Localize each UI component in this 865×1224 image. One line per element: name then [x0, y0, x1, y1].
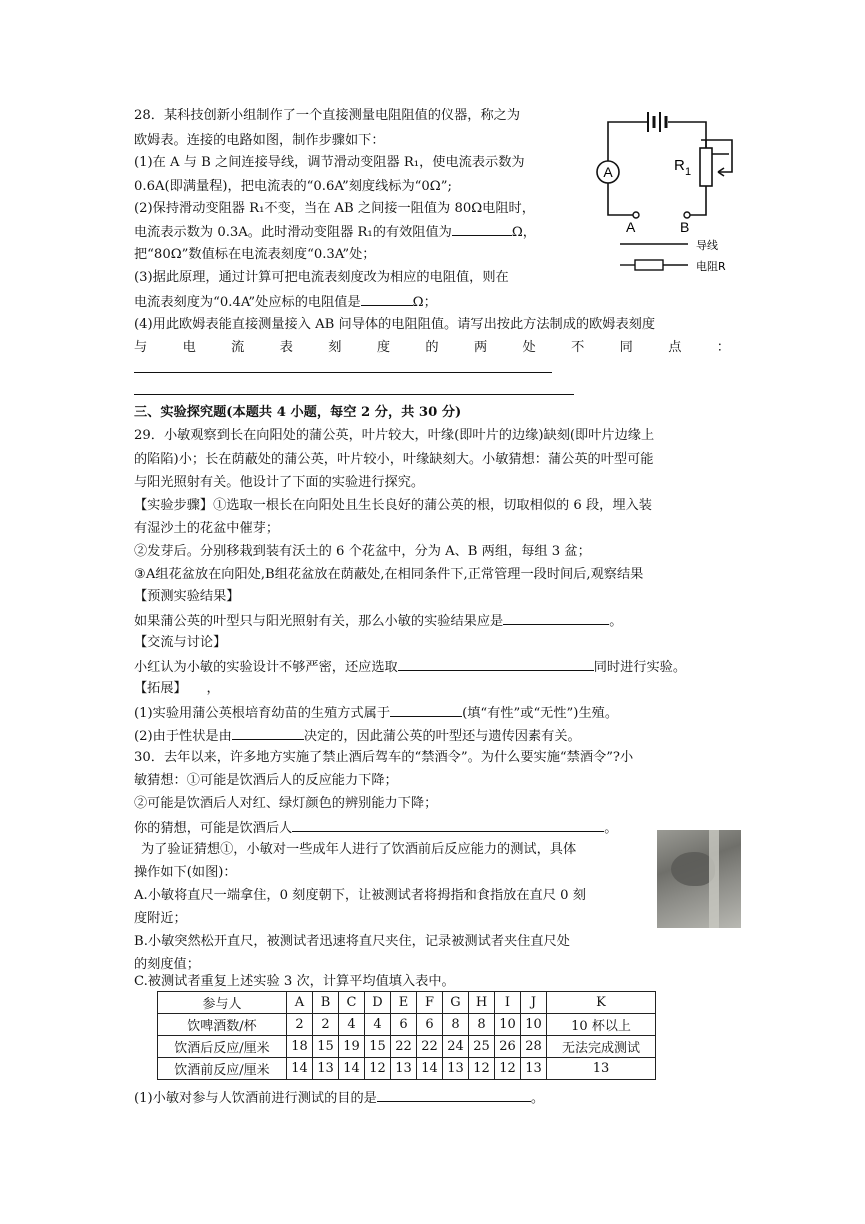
q28-line-10: (4)用此欧姆表能直接测量接入 AB 问导体的电阻阻值。请写出按此方法制成的欧姆表刻度 [134, 317, 656, 332]
q29-line-7: ③A组花盆放在向阳处,B组花盆放在荫蔽处,在相同条件下,正常管理一段时间后,观察结果 [134, 567, 644, 582]
table-cell: 18 [287, 1036, 313, 1058]
table-cell: 12 [365, 1058, 391, 1080]
table-cell: 饮酒后反应/厘米 [158, 1036, 287, 1058]
table-cell: 24 [443, 1036, 469, 1058]
table-cell: 6 [417, 1014, 443, 1036]
ruler-shape [709, 830, 719, 928]
table-row [158, 1036, 656, 1058]
q28-line-1: 28．某科技创新小组制作了一个直接测量电阻阻值的仪器，称之为 [134, 108, 521, 123]
table-cell: E [391, 992, 417, 1014]
q28-line-7: 把“80Ω”数值标在电流表刻度“0.3A”处； [134, 247, 376, 262]
rheostat-subscript: 1 [685, 166, 692, 178]
q30-line-4-text: 你的猜想，可能是饮酒后人 [134, 821, 293, 836]
q30-line-4-end: 。 [604, 821, 618, 836]
answer-blank[interactable] [390, 702, 462, 717]
table-cell: A [287, 992, 313, 1014]
table-cell: J [521, 992, 547, 1014]
table-row [158, 992, 656, 1014]
q28-char: 刻 [328, 340, 342, 355]
q28-char: 与 [134, 340, 148, 355]
circuit-wire [668, 122, 729, 154]
q29-line-13-text: (1)实验用蒲公英根培育幼苗的生殖方式属于 [134, 706, 391, 721]
q29-line-13 [134, 702, 618, 723]
ammeter-label: A [603, 164, 613, 180]
q28-line-6 [134, 221, 536, 242]
q28-line-2: 欧姆表。连接的电路如图，制作步骤如下： [134, 133, 385, 148]
table-cell: 参与人 [158, 992, 287, 1014]
q28-char: 不 [571, 340, 585, 355]
terminal-a-icon [633, 212, 639, 218]
table-cell: 10 [495, 1014, 521, 1036]
q30-subquestion-1-end: 。 [530, 1091, 545, 1106]
circuit-wire [690, 186, 706, 215]
section-heading: 三、实验探究题(本题共 4 小题，每空 2 分，共 30 分) [134, 405, 462, 420]
q29-line-9-end: 。 [609, 614, 623, 629]
q29-line-14-end: 决定的，因此蒲公英的叶型还与遗传因素有关。 [303, 729, 581, 744]
q28-char: 表 [279, 340, 293, 355]
q29-line-14-text: (2)由于性状是由 [134, 729, 232, 744]
table-cell: 10 [521, 1014, 547, 1036]
q29-subheading-predict: 【预测实验结果】 [134, 589, 240, 604]
answer-blank[interactable] [398, 656, 594, 671]
table-cell: 12 [469, 1058, 495, 1080]
q29-line-3: 与阳光照射有关。他设计了下面的实验进行探究。 [134, 475, 425, 490]
table-cell: 饮啤酒数/杯 [158, 1014, 287, 1036]
table-cell: 13 [391, 1058, 417, 1080]
table-cell: K [547, 992, 656, 1014]
table-cell: 6 [391, 1014, 417, 1036]
q28-line-4: 0.6A(即满量程)，把电流表的“0.6A”刻度线标为“0Ω”; [134, 179, 452, 194]
terminal-a-label: A [626, 219, 636, 235]
table-row [158, 1014, 656, 1036]
table-cell: 15 [365, 1036, 391, 1058]
q29-line-4: 【实验步骤】①选取一根长在向阳处且生长良好的蒲公英的根，切取相似的 6 段，埋入装 [134, 498, 652, 513]
table-cell: 2 [287, 1014, 313, 1036]
rheostat-label: R [674, 157, 685, 174]
q29-line-11 [134, 656, 686, 677]
ruler-test-photo [657, 830, 741, 928]
table-cell: 28 [521, 1036, 547, 1058]
circuit-wire [608, 122, 648, 164]
q29-line-1: 29．小敏观察到长在向阳处的蒲公英，叶片较大，叶缘(即叶片的边缘)缺刻(即叶片边缘上 [134, 428, 655, 443]
table-cell: 无法完成测试 [547, 1036, 656, 1058]
q30-line-6: 操作如下(如图)： [134, 865, 237, 880]
table-cell: 13 [547, 1058, 656, 1080]
table-cell: F [417, 992, 443, 1014]
q29-line-13-end: (填“有性”或“无性”)生殖。 [462, 706, 619, 721]
table-cell: B [313, 992, 339, 1014]
q28-line-3: (1)在 A 与 B 之间连接导线，调节滑动变阻器 R₁，使电流表示数为 [134, 155, 525, 170]
q30-line-9: B.小敏突然松开直尺，被测试者迅速将直尺夹住，记录被测试者夹住直尺处 [134, 934, 570, 949]
q29-line-11-end: 同时进行实验。 [593, 660, 687, 675]
legend-resistor-icon [635, 260, 663, 270]
q28-line-9 [134, 291, 437, 312]
answer-line-1[interactable] [134, 372, 552, 373]
table-cell: 22 [391, 1036, 417, 1058]
circuit-diagram [588, 104, 768, 284]
table-cell: G [443, 992, 469, 1014]
table-cell: 13 [443, 1058, 469, 1080]
q28-char: 同 [619, 340, 633, 355]
q28-char: 度 [376, 340, 390, 355]
q29-subheading-extend: 【拓展】 ， [134, 681, 220, 696]
table-cell: C [339, 992, 365, 1014]
q29-line-9 [134, 610, 622, 631]
table-cell: 14 [417, 1058, 443, 1080]
q29-line-6: ②发芽后。分别移栽到装有沃土的 6 个花盆中，分为 A、B 两组，每组 3 盆； [134, 544, 591, 559]
terminal-b-icon [684, 212, 690, 218]
rheostat-icon [700, 148, 712, 186]
q28-line-9-unit: Ω； [412, 295, 437, 310]
table-cell: 4 [365, 1014, 391, 1036]
legend-wire-label: 导线 [696, 239, 718, 252]
table-row [158, 1058, 656, 1080]
answer-blank[interactable] [292, 817, 604, 832]
q30-subquestion-1 [134, 1087, 544, 1108]
answer-blank[interactable] [377, 1087, 531, 1102]
q30-line-1: 30．去年以来，许多地方实施了禁止酒后驾车的“禁酒令”。为什么要实施“禁酒令”?小 [134, 750, 634, 765]
table-cell: 26 [495, 1036, 521, 1058]
q30-line-11: C.被测试者重复上述实验 3 次，计算平均值填入表中。 [134, 974, 455, 989]
q30-line-5: 为了验证猜想①，小敏对一些成年人进行了饮酒前后反应能力的测试，具体 [141, 842, 577, 857]
q28-line-6-text: 电流表示数为 0.3A。此时滑动变阻器 R₁的有效阻值为 [134, 225, 452, 240]
answer-blank[interactable] [503, 610, 609, 625]
q28-char: 处 [522, 340, 536, 355]
q30-line-8: 度附近； [134, 911, 187, 926]
q29-line-5: 有湿沙土的花盆中催芽； [134, 521, 280, 536]
table-cell: 14 [339, 1058, 365, 1080]
battery-icon [648, 112, 666, 132]
q29-line-14 [134, 725, 581, 746]
q29-subheading-discuss: 【交流与讨论】 [134, 635, 227, 650]
answer-blank[interactable] [361, 291, 413, 306]
answer-blank[interactable] [232, 725, 304, 740]
q30-line-2: 敏猜想：①可能是饮酒后人的反应能力下降； [134, 773, 398, 788]
table-cell: 15 [313, 1036, 339, 1058]
table-cell: 8 [443, 1014, 469, 1036]
q28-char: 电 [182, 340, 196, 355]
answer-blank[interactable] [452, 221, 512, 236]
table-cell: 14 [287, 1058, 313, 1080]
table-cell: 4 [339, 1014, 365, 1036]
table-cell: D [365, 992, 391, 1014]
q28-line-6-unit: Ω， [511, 225, 536, 240]
q29-line-11-text: 小红认为小敏的实验设计不够严密，还应选取 [134, 660, 398, 675]
table-cell: 13 [313, 1058, 339, 1080]
table-cell: 10 杯以上 [547, 1014, 656, 1036]
table-cell: H [469, 992, 495, 1014]
q28-char: 两 [473, 340, 488, 355]
legend-resistor-label: 电阻R [696, 260, 726, 273]
table-cell: I [495, 992, 521, 1014]
q29-line-9-text: 如果蒲公英的叶型只与阳光照射有关，那么小敏的实验结果应是 [134, 614, 504, 629]
q28-char: 点 [668, 340, 682, 355]
table-cell: 22 [417, 1036, 443, 1058]
q30-line-3: ②可能是饮酒后人对红、绿灯颜色的辨别能力下降； [134, 796, 438, 811]
table-cell: 19 [339, 1036, 365, 1058]
circuit-wire [608, 180, 633, 215]
table-cell: 2 [313, 1014, 339, 1036]
q28-char: 的 [425, 340, 439, 355]
table-cell: 13 [521, 1058, 547, 1080]
table-cell: 25 [469, 1036, 495, 1058]
reaction-data-table [157, 991, 656, 1080]
q30-line-7: A.小敏将直尺一端拿住，0 刻度朝下，让被测试者将拇指和食指放在直尺 0 刻 [134, 888, 586, 903]
q28-line-8: (3)据此原理，通过计算可把电流表刻度改为相应的电阻值，则在 [134, 270, 509, 285]
q30-line-10: 的刻度值； [134, 957, 200, 972]
q28-char: 流 [231, 340, 245, 355]
q30-subquestion-1-text: (1)小敏对参与人饮酒前进行测试的目的是 [134, 1091, 377, 1106]
q30-line-4 [134, 817, 617, 838]
answer-line-2[interactable] [134, 394, 574, 395]
q28-char: ： [716, 340, 730, 355]
table-cell: 饮酒前反应/厘米 [158, 1058, 287, 1080]
table-cell: 12 [495, 1058, 521, 1080]
table-cell: 8 [469, 1014, 495, 1036]
q28-line-5: (2)保持滑动变阻器 R₁不变，当在 AB 之间接一阻值为 80Ω电阻时， [134, 201, 535, 216]
q28-line-9-text: 电流表刻度为“0.4A”处应标的电阻值是 [134, 295, 361, 310]
terminal-b-label: B [680, 219, 690, 235]
q29-line-2: 的陷陷)小；长在荫蔽处的蒲公英，叶片较小，叶缘缺刻大。小敏猜想：蒲公英的叶型可能 [134, 452, 654, 467]
q28-line-11 [134, 338, 730, 357]
